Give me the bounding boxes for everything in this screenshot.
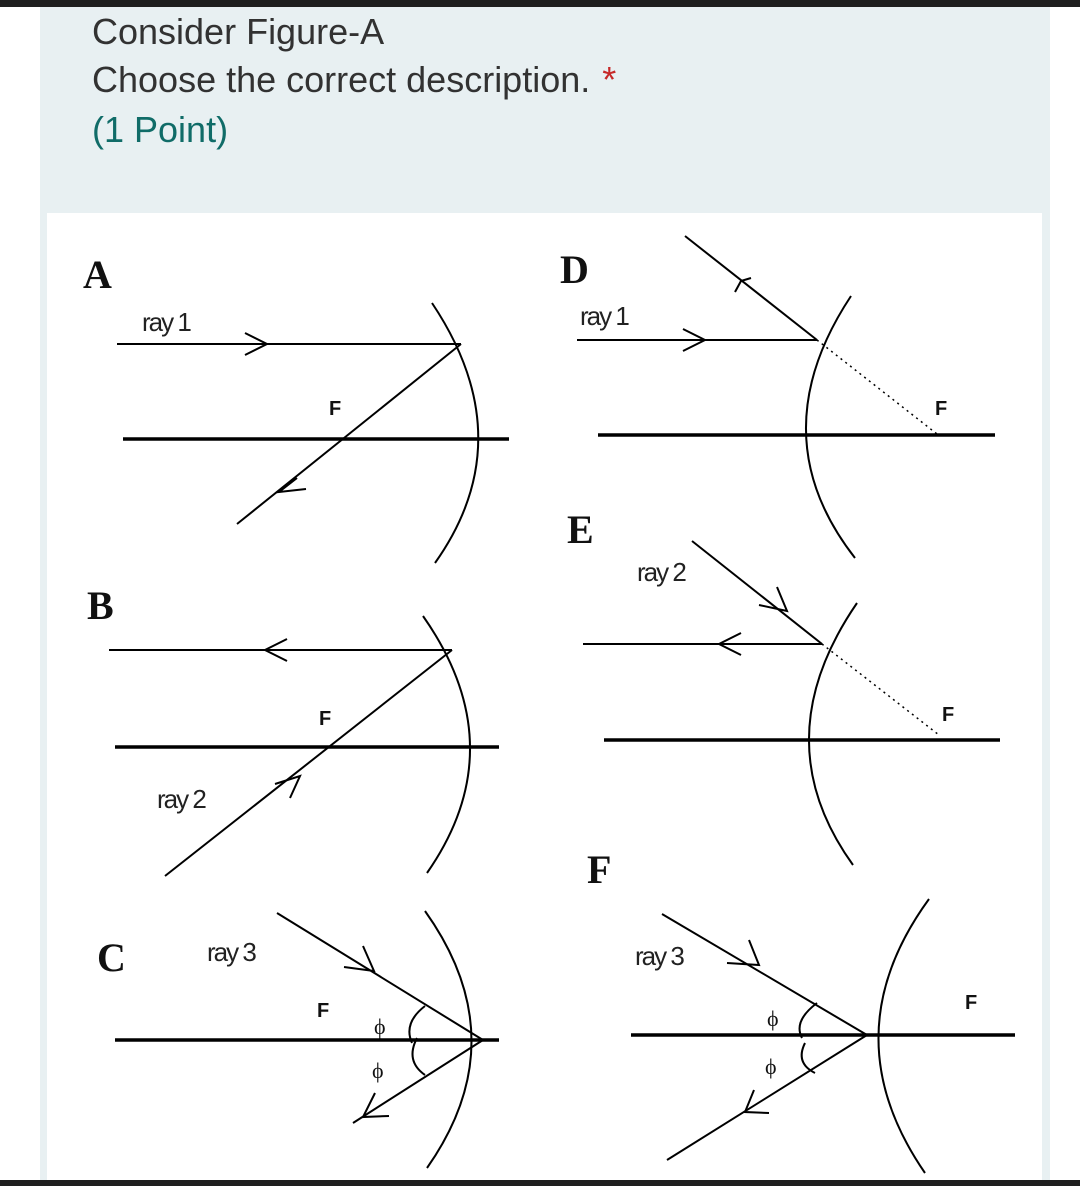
question-description <box>92 58 616 102</box>
panel-a-focus-label: F <box>329 398 342 420</box>
panel-f-angle-arc-top <box>800 1003 817 1038</box>
required-asterisk: * <box>602 59 617 100</box>
panel-f <box>587 847 1015 1173</box>
panel-c-angle-label-bottom: ϕ <box>372 1058 384 1083</box>
panel-e-focus-label: F <box>942 704 955 726</box>
panel-a-ray-label: ray 1 <box>142 307 190 337</box>
panel-f-label: F <box>587 847 612 892</box>
panel-c-incident-arrow <box>344 946 374 971</box>
panel-f-focus-label: F <box>965 992 978 1014</box>
panel-f-ray-label: ray 3 <box>635 941 683 971</box>
panel-d-focus-label: F <box>935 398 948 420</box>
panel-e-ray-label: ray 2 <box>637 557 685 587</box>
panel-b-incident-ray <box>165 650 452 876</box>
question-title: Consider Figure-A <box>92 11 385 52</box>
panel-c-ray-label: ray 3 <box>207 937 255 967</box>
panel-e-incident-arrow <box>759 587 787 611</box>
panel-e-virtual-extension <box>822 644 939 735</box>
panel-c-angle-arc-top <box>409 1006 425 1043</box>
panel-e-label: E <box>567 507 594 552</box>
question-points: (1 Point) <box>92 109 229 150</box>
panel-b <box>87 583 499 876</box>
panel-c-angle-arc-bottom <box>413 1038 426 1075</box>
panel-a <box>83 252 509 563</box>
bottom-bar <box>0 1180 1080 1186</box>
panel-d-reflected-ray <box>685 236 817 340</box>
panel-c-focus-label: F <box>317 1000 330 1022</box>
panel-b-ray-label: ray 2 <box>157 784 205 814</box>
panel-b-focus-label: F <box>319 708 332 730</box>
panel-c-label: C <box>97 935 126 980</box>
panel-d-virtual-extension <box>817 340 937 434</box>
panel-e <box>567 507 1000 865</box>
panel-f-angle-label-bottom: ϕ <box>765 1054 777 1079</box>
question-description-text: Choose the correct description. <box>92 59 591 100</box>
panel-f-angle-label-top: ϕ <box>767 1006 779 1031</box>
panel-e-incident-ray <box>692 541 822 644</box>
panel-a-concave-mirror <box>432 303 478 563</box>
panel-b-label: B <box>87 583 114 628</box>
panel-a-label: A <box>83 252 112 297</box>
panel-a-reflected-ray <box>237 344 461 524</box>
panel-d-ray-label: ray 1 <box>580 301 628 331</box>
panel-e-convex-mirror <box>809 603 857 865</box>
panel-c-angle-label-top: ϕ <box>374 1014 386 1039</box>
top-bar <box>0 0 1080 7</box>
panel-d-label: D <box>560 247 589 292</box>
panel-d <box>560 236 995 558</box>
ray-diagram-svg <box>47 213 1042 1180</box>
panel-c <box>97 911 499 1168</box>
figure-a-image <box>47 213 1042 1180</box>
panel-f-incident-ray <box>662 914 867 1035</box>
panel-d-convex-mirror <box>806 296 855 558</box>
